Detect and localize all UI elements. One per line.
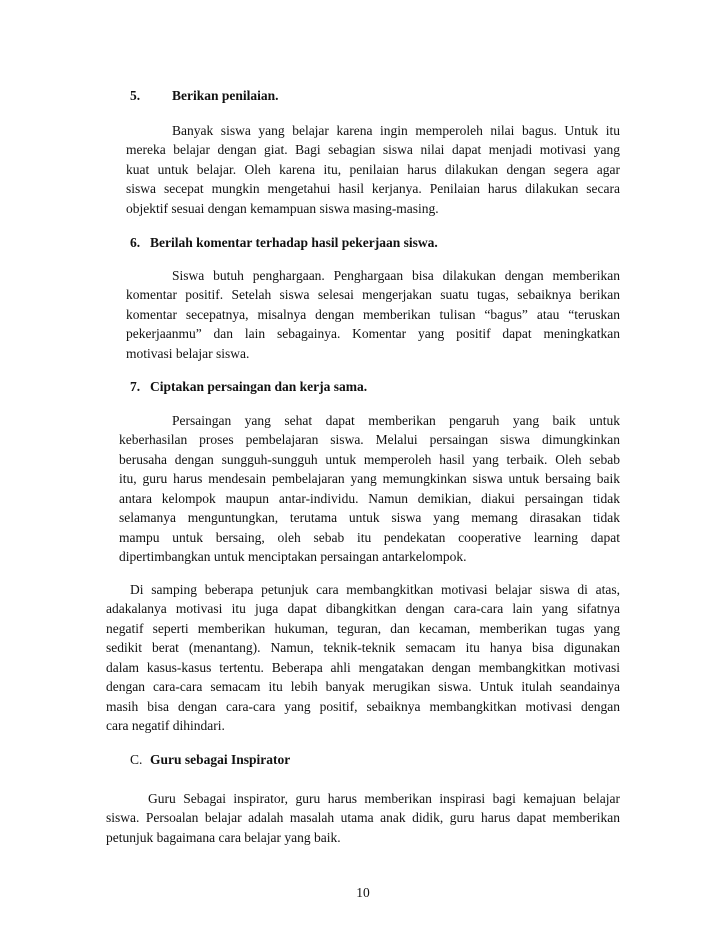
paragraph-line: berusaha dengan sungguh-sungguh untuk memperoleh hasil yang terbaik. Oleh sebab	[119, 451, 620, 467]
paragraph-line: pekerjaanmu” dan lain sebagainya. Komentar yang positif dapat meningkatkan	[126, 326, 620, 342]
paragraph-line: Banyak siswa yang belajar karena ingin memperoleh nilai bagus. Untuk itu	[172, 123, 620, 138]
page-number: 10	[356, 885, 370, 900]
subsection-letter: C.	[130, 752, 143, 767]
subsection-title: Guru sebagai Inspirator	[150, 752, 291, 767]
section-title: Berilah komentar terhadap hasil pekerjaan siswa.	[150, 235, 438, 250]
section-number: 5.	[130, 88, 141, 103]
paragraph-line: siswa. Persoalan belajar adalah masalah utama anak didik, guru harus dapat memberikan	[106, 810, 620, 826]
paragraph-line: kuat untuk belajar. Oleh karena itu, penilaian harus dilakukan dengan segera agar	[126, 161, 620, 177]
paragraph-line: komentar secepatnya, misalnya dengan memberikan tulisan “bagus” atau “teruskan	[126, 306, 620, 322]
paragraph-subsection-c	[106, 789, 620, 847]
paragraph-line: Persaingan yang sehat dapat memberikan pengaruh yang baik untuk	[172, 413, 620, 428]
section-number: 6.	[130, 235, 141, 250]
section-title: Berikan penilaian.	[172, 88, 279, 103]
paragraph-section-5	[126, 121, 620, 218]
paragraph-line: negatif seperti memberikan hukuman, teguran, dan kecaman, memberikan tugas yang	[106, 620, 620, 636]
section-number: 7.	[130, 379, 141, 394]
paragraph-line: dipertimbangkan untuk menciptakan persaingan antarkelompok.	[119, 548, 467, 564]
paragraph-line: motivasi belajar siswa.	[126, 345, 250, 361]
paragraph-line: dalam kasus-kasus tertentu. Beberapa ahli mengatakan dengan membangkitkan motivasi	[106, 659, 620, 675]
paragraph-line: antara kelompok maupun antar-individu. Namun demikian, diakui persaingan tidak	[119, 490, 620, 506]
paragraph-line: petunjuk bagaimana cara belajar yang baik.	[106, 829, 341, 845]
paragraph-line: Guru Sebagai inspirator, guru harus memberikan inspirasi bagi kemajuan belajar	[148, 791, 620, 806]
paragraph-line: adakalanya motivasi itu juga dapat dibangkitkan dengan cara-cara lain yang sifatnya	[106, 601, 620, 617]
paragraph-line: Di samping beberapa petunjuk cara membangkitkan motivasi belajar siswa di atas,	[130, 582, 620, 597]
paragraph-line: masih bisa dengan cara-cara yang positif, sebaiknya membangkitkan motivasi dengan	[106, 698, 620, 714]
paragraph-line: sedikit berat (menantang). Namun, teknik-teknik semacam itu hanya bisa digunakan	[106, 640, 620, 656]
paragraph-section-6	[126, 266, 620, 363]
paragraph-line: itu, guru harus mendesain pembelajaran yang memungkinkan siswa untuk bersaing baik	[119, 471, 620, 487]
paragraph-line: cara negatif dihindari.	[106, 717, 225, 733]
paragraph-line: keberhasilan proses pembelajaran siswa. Melalui persaingan siswa dimungkinkan	[119, 432, 620, 448]
paragraph-line: objektif sesuai dengan kemampuan siswa masing-masing.	[126, 200, 439, 216]
paragraph-line: mereka belajar dengan giat. Bagi sebagian siswa nilai dapat menjadi motivasi yang	[126, 142, 620, 158]
closing-paragraph	[106, 580, 620, 735]
paragraph-section-7	[119, 411, 620, 566]
paragraph-line: selamanya menguntungkan, terutama untuk siswa yang memang dirasakan tidak	[119, 510, 620, 526]
paragraph-line: komentar positif. Setelah siswa selesai mengerjakan suatu tugas, sebaiknya berikan	[126, 287, 620, 303]
paragraph-line: Siswa butuh penghargaan. Penghargaan bisa dilakukan dengan memberikan	[172, 268, 620, 283]
paragraph-line: dengan cara-cara semacam itu lebih banyak merugikan siswa. Untuk itulah seandainya	[106, 679, 620, 695]
paragraph-line: siswa secepat mungkin mengetahui hasil kerjanya. Penilaian harus dilakukan secara	[126, 181, 620, 197]
paragraph-line: mampu untuk bersaing, oleh sebab itu pendekatan cooperative learning dapat	[119, 529, 620, 545]
section-title: Ciptakan persaingan dan kerja sama.	[150, 379, 368, 394]
